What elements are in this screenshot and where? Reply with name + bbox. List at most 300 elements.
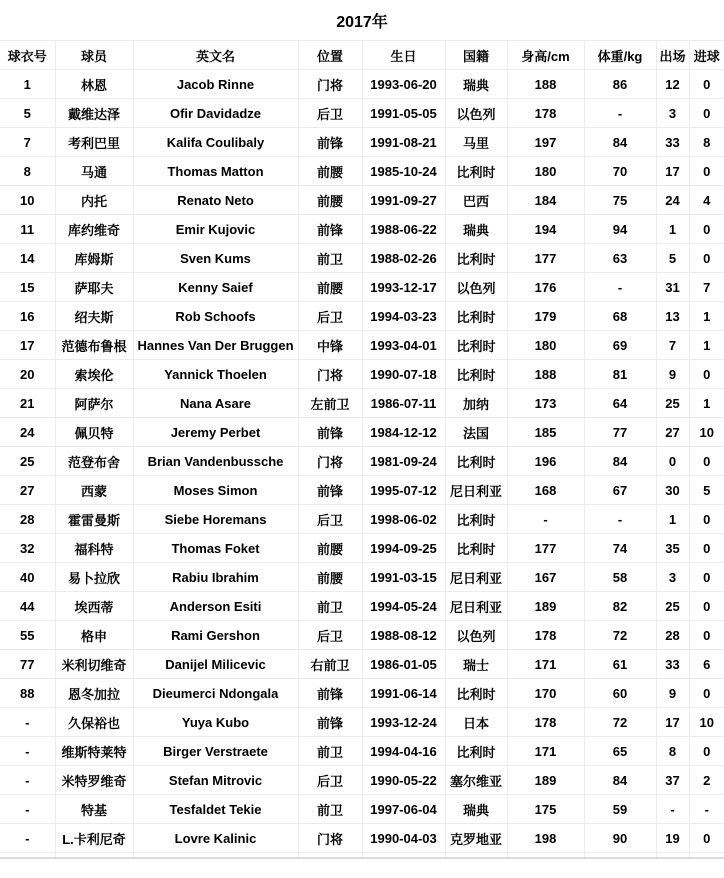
cell-jersey: 25	[0, 447, 55, 476]
cell-nationality: 法国	[445, 418, 507, 447]
cell-player-en: Ofir Davidadze	[133, 99, 298, 128]
table-row	[0, 128, 724, 157]
cell-position: 门将	[298, 447, 362, 476]
cell-height: 170	[507, 679, 584, 708]
table-row	[0, 650, 724, 679]
cell-nationality: 比利时	[445, 505, 507, 534]
table-row	[0, 418, 724, 447]
cell-player-en: Dieumerci Ndongala	[133, 679, 298, 708]
cell-player-en: Emir Kujovic	[133, 215, 298, 244]
cell-height: 180	[507, 331, 584, 360]
cell-goals: 0	[689, 447, 724, 476]
cell-player-en: Renato Neto	[133, 186, 298, 215]
cell-position: 前腰	[298, 273, 362, 302]
cell-weight: 82	[584, 592, 656, 621]
header-cell-nationality: 国籍	[445, 41, 507, 70]
cell-player-en: Yuya Kubo	[133, 708, 298, 737]
cell-goals: 0	[689, 244, 724, 273]
cell-position: 门将	[298, 360, 362, 389]
empty-cell	[55, 853, 133, 859]
cell-appearances: 37	[656, 766, 689, 795]
cell-birthday: 1986-07-11	[362, 389, 445, 418]
cell-height: 178	[507, 708, 584, 737]
cell-jersey: 21	[0, 389, 55, 418]
cell-jersey: 28	[0, 505, 55, 534]
cell-jersey: 16	[0, 302, 55, 331]
cell-weight: 74	[584, 534, 656, 563]
cell-appearances: 25	[656, 592, 689, 621]
cell-weight: 90	[584, 824, 656, 853]
table-row	[0, 157, 724, 186]
cell-height: 194	[507, 215, 584, 244]
cell-player-cn: 福科特	[55, 534, 133, 563]
cell-appearances: 5	[656, 244, 689, 273]
cell-appearances: 27	[656, 418, 689, 447]
cell-weight: -	[584, 505, 656, 534]
cell-birthday: 1993-12-24	[362, 708, 445, 737]
cell-player-cn: L.卡利尼奇	[55, 824, 133, 853]
cell-appearances: 35	[656, 534, 689, 563]
cell-position: 后卫	[298, 302, 362, 331]
cell-appearances: 24	[656, 186, 689, 215]
cell-player-cn: 库姆斯	[55, 244, 133, 273]
header-cell-weight: 体重/kg	[584, 41, 656, 70]
table-row	[0, 389, 724, 418]
table-header	[0, 41, 724, 70]
cell-height: 180	[507, 157, 584, 186]
cell-appearances: 1	[656, 505, 689, 534]
cell-appearances: 33	[656, 128, 689, 157]
cell-birthday: 1998-06-02	[362, 505, 445, 534]
cell-nationality: 瑞典	[445, 70, 507, 99]
cell-appearances: 8	[656, 737, 689, 766]
cell-player-en: Rami Gershon	[133, 621, 298, 650]
cell-birthday: 1988-02-26	[362, 244, 445, 273]
cell-birthday: 1985-10-24	[362, 157, 445, 186]
cell-jersey: 27	[0, 476, 55, 505]
cell-nationality: 以色列	[445, 99, 507, 128]
empty-cell	[689, 853, 724, 859]
cell-jersey: -	[0, 795, 55, 824]
table-row	[0, 360, 724, 389]
cell-height: 177	[507, 244, 584, 273]
header-cell-birthday: 生日	[362, 41, 445, 70]
cell-nationality: 瑞典	[445, 215, 507, 244]
cell-nationality: 比利时	[445, 534, 507, 563]
table-row	[0, 215, 724, 244]
cell-birthday: 1990-04-03	[362, 824, 445, 853]
cell-player-en: Rabiu Ibrahim	[133, 563, 298, 592]
empty-cell	[298, 853, 362, 859]
cell-birthday: 1991-03-15	[362, 563, 445, 592]
cell-weight: 84	[584, 128, 656, 157]
cell-nationality: 巴西	[445, 186, 507, 215]
header-cell-height: 身高/cm	[507, 41, 584, 70]
cell-appearances: 1	[656, 215, 689, 244]
header-cell-player-cn: 球员	[55, 41, 133, 70]
cell-player-en: Thomas Foket	[133, 534, 298, 563]
cell-appearances: 19	[656, 824, 689, 853]
cell-player-cn: 范德布鲁根	[55, 331, 133, 360]
cell-goals: 0	[689, 824, 724, 853]
cell-nationality: 尼日利亚	[445, 592, 507, 621]
table-row	[0, 824, 724, 853]
cell-jersey: 20	[0, 360, 55, 389]
cell-goals: 0	[689, 737, 724, 766]
cell-player-en: Stefan Mitrovic	[133, 766, 298, 795]
header-cell-goals: 进球	[689, 41, 724, 70]
cell-height: 189	[507, 766, 584, 795]
cell-position: 前锋	[298, 128, 362, 157]
cell-height: -	[507, 505, 584, 534]
cell-weight: 58	[584, 563, 656, 592]
cell-birthday: 1994-04-16	[362, 737, 445, 766]
empty-cell	[445, 853, 507, 859]
cell-jersey: 55	[0, 621, 55, 650]
cell-player-en: Thomas Matton	[133, 157, 298, 186]
cell-player-cn: 索埃伦	[55, 360, 133, 389]
cell-birthday: 1993-04-01	[362, 331, 445, 360]
cell-position: 前腰	[298, 157, 362, 186]
cell-birthday: 1988-08-12	[362, 621, 445, 650]
cell-nationality: 比利时	[445, 737, 507, 766]
table-row	[0, 505, 724, 534]
cell-weight: 63	[584, 244, 656, 273]
table-row	[0, 737, 724, 766]
cell-height: 168	[507, 476, 584, 505]
header-cell-position: 位置	[298, 41, 362, 70]
cell-birthday: 1993-12-17	[362, 273, 445, 302]
cell-jersey: 10	[0, 186, 55, 215]
cell-height: 177	[507, 534, 584, 563]
cell-player-cn: 西蒙	[55, 476, 133, 505]
cell-height: 171	[507, 650, 584, 679]
cell-height: 178	[507, 621, 584, 650]
cell-goals: 0	[689, 157, 724, 186]
cell-nationality: 马里	[445, 128, 507, 157]
cell-position: 后卫	[298, 99, 362, 128]
cell-player-en: Jacob Rinne	[133, 70, 298, 99]
cell-jersey: 32	[0, 534, 55, 563]
cell-appearances: 9	[656, 679, 689, 708]
empty-cell	[0, 853, 55, 859]
cell-position: 前锋	[298, 476, 362, 505]
cell-height: 179	[507, 302, 584, 331]
cell-birthday: 1984-12-12	[362, 418, 445, 447]
cell-weight: 60	[584, 679, 656, 708]
cell-jersey: 14	[0, 244, 55, 273]
cell-birthday: 1986-01-05	[362, 650, 445, 679]
cell-birthday: 1997-06-04	[362, 795, 445, 824]
cell-nationality: 塞尔维亚	[445, 766, 507, 795]
cell-position: 后卫	[298, 766, 362, 795]
cell-birthday: 1990-07-18	[362, 360, 445, 389]
cell-player-cn: 恩冬加拉	[55, 679, 133, 708]
cell-player-en: Kenny Saief	[133, 273, 298, 302]
cell-nationality: 比利时	[445, 360, 507, 389]
cell-player-en: Rob Schoofs	[133, 302, 298, 331]
cell-player-en: Jeremy Perbet	[133, 418, 298, 447]
cell-player-en: Brian Vandenbussche	[133, 447, 298, 476]
cell-position: 前卫	[298, 795, 362, 824]
cell-goals: 0	[689, 70, 724, 99]
cell-appearances: 3	[656, 99, 689, 128]
cell-jersey: 40	[0, 563, 55, 592]
cell-player-cn: 考利巴里	[55, 128, 133, 157]
cell-height: 176	[507, 273, 584, 302]
cell-weight: 64	[584, 389, 656, 418]
cell-weight: 81	[584, 360, 656, 389]
cell-nationality: 比利时	[445, 447, 507, 476]
cell-position: 前锋	[298, 418, 362, 447]
empty-cell	[133, 853, 298, 859]
cell-goals: 0	[689, 592, 724, 621]
cell-height: 188	[507, 360, 584, 389]
cell-appearances: 30	[656, 476, 689, 505]
cell-weight: 65	[584, 737, 656, 766]
table-row	[0, 273, 724, 302]
cell-jersey: 15	[0, 273, 55, 302]
cell-birthday: 1994-09-25	[362, 534, 445, 563]
cell-weight: 94	[584, 215, 656, 244]
cell-nationality: 比利时	[445, 331, 507, 360]
cell-player-en: Danijel Milicevic	[133, 650, 298, 679]
cell-position: 后卫	[298, 621, 362, 650]
cell-player-cn: 绍夫斯	[55, 302, 133, 331]
cell-appearances: 3	[656, 563, 689, 592]
cell-player-cn: 戴维达泽	[55, 99, 133, 128]
cell-jersey: 8	[0, 157, 55, 186]
cell-goals: 0	[689, 360, 724, 389]
cell-position: 门将	[298, 70, 362, 99]
table-row	[0, 331, 724, 360]
cell-position: 前锋	[298, 708, 362, 737]
cell-position: 门将	[298, 824, 362, 853]
table-row	[0, 99, 724, 128]
cell-appearances: 17	[656, 157, 689, 186]
cell-player-cn: 易卜拉欣	[55, 563, 133, 592]
cell-weight: 84	[584, 766, 656, 795]
cell-player-cn: 林恩	[55, 70, 133, 99]
cell-goals: 10	[689, 418, 724, 447]
cell-player-en: Birger Verstraete	[133, 737, 298, 766]
cell-appearances: 12	[656, 70, 689, 99]
table-row	[0, 708, 724, 737]
cell-appearances: 0	[656, 447, 689, 476]
table-row	[0, 447, 724, 476]
cell-position: 左前卫	[298, 389, 362, 418]
cell-position: 右前卫	[298, 650, 362, 679]
cell-birthday: 1994-05-24	[362, 592, 445, 621]
cell-appearances: 17	[656, 708, 689, 737]
cell-appearances: 31	[656, 273, 689, 302]
cell-position: 中锋	[298, 331, 362, 360]
empty-cell	[507, 853, 584, 859]
cell-weight: 68	[584, 302, 656, 331]
cell-position: 前腰	[298, 534, 362, 563]
table-row	[0, 621, 724, 650]
table-row	[0, 244, 724, 273]
cell-birthday: 1993-06-20	[362, 70, 445, 99]
table-row	[0, 302, 724, 331]
cell-appearances: 9	[656, 360, 689, 389]
cell-player-cn: 维斯特莱特	[55, 737, 133, 766]
table-row	[0, 186, 724, 215]
header-cell-jersey: 球衣号	[0, 41, 55, 70]
cell-player-cn: 内托	[55, 186, 133, 215]
cell-goals: 1	[689, 389, 724, 418]
cell-position: 前卫	[298, 592, 362, 621]
cell-player-cn: 特基	[55, 795, 133, 824]
page-title: 2017年	[336, 14, 388, 31]
table-row	[0, 534, 724, 563]
cell-birthday: 1991-06-14	[362, 679, 445, 708]
cell-player-en: Tesfaldet Tekie	[133, 795, 298, 824]
cell-height: 171	[507, 737, 584, 766]
cell-goals: 7	[689, 273, 724, 302]
cell-jersey: 17	[0, 331, 55, 360]
cell-player-en: Hannes Van Der Bruggen	[133, 331, 298, 360]
cell-jersey: 77	[0, 650, 55, 679]
cell-goals: 5	[689, 476, 724, 505]
cell-birthday: 1981-09-24	[362, 447, 445, 476]
cell-goals: 0	[689, 534, 724, 563]
cell-height: 173	[507, 389, 584, 418]
cell-goals: 0	[689, 505, 724, 534]
cell-position: 前锋	[298, 679, 362, 708]
cell-weight: 70	[584, 157, 656, 186]
cell-player-en: Anderson Esiti	[133, 592, 298, 621]
cell-birthday: 1990-05-22	[362, 766, 445, 795]
cell-player-cn: 久保裕也	[55, 708, 133, 737]
cell-player-cn: 萨耶夫	[55, 273, 133, 302]
cell-player-cn: 库约维奇	[55, 215, 133, 244]
cell-goals: 4	[689, 186, 724, 215]
cell-goals: 0	[689, 563, 724, 592]
cell-position: 前锋	[298, 215, 362, 244]
cell-jersey: -	[0, 766, 55, 795]
table-row	[0, 70, 724, 99]
cell-nationality: 尼日利亚	[445, 476, 507, 505]
cell-nationality: 比利时	[445, 302, 507, 331]
cell-goals: 0	[689, 215, 724, 244]
cell-nationality: 日本	[445, 708, 507, 737]
cell-position: 前腰	[298, 563, 362, 592]
cell-nationality: 以色列	[445, 273, 507, 302]
cell-weight: 77	[584, 418, 656, 447]
cell-weight: -	[584, 273, 656, 302]
cell-jersey: -	[0, 737, 55, 766]
cell-weight: 75	[584, 186, 656, 215]
cell-player-cn: 米利切维奇	[55, 650, 133, 679]
cell-birthday: 1995-07-12	[362, 476, 445, 505]
cell-jersey: 1	[0, 70, 55, 99]
cell-position: 后卫	[298, 505, 362, 534]
cell-jersey: 88	[0, 679, 55, 708]
cell-birthday: 1988-06-22	[362, 215, 445, 244]
empty-cell	[656, 853, 689, 859]
cell-appearances: 33	[656, 650, 689, 679]
cell-weight: 59	[584, 795, 656, 824]
empty-cell	[584, 853, 656, 859]
cell-player-cn: 米特罗维奇	[55, 766, 133, 795]
cell-appearances: 28	[656, 621, 689, 650]
cell-goals: 2	[689, 766, 724, 795]
table-row	[0, 766, 724, 795]
cell-appearances: 7	[656, 331, 689, 360]
cell-position: 前腰	[298, 186, 362, 215]
cell-nationality: 比利时	[445, 244, 507, 273]
cell-goals: 0	[689, 679, 724, 708]
cell-appearances: -	[656, 795, 689, 824]
cell-weight: 69	[584, 331, 656, 360]
cell-player-en: Nana Asare	[133, 389, 298, 418]
cell-player-cn: 埃西蒂	[55, 592, 133, 621]
cell-jersey: 7	[0, 128, 55, 157]
cell-nationality: 以色列	[445, 621, 507, 650]
cell-height: 198	[507, 824, 584, 853]
cell-birthday: 1991-08-21	[362, 128, 445, 157]
table-row	[0, 476, 724, 505]
cell-weight: -	[584, 99, 656, 128]
cell-birthday: 1994-03-23	[362, 302, 445, 331]
cell-goals: -	[689, 795, 724, 824]
cell-nationality: 瑞典	[445, 795, 507, 824]
cell-nationality: 克罗地亚	[445, 824, 507, 853]
header-cell-player-en: 英文名	[133, 41, 298, 70]
cell-goals: 1	[689, 331, 724, 360]
cell-player-cn: 马通	[55, 157, 133, 186]
table-body	[0, 70, 724, 859]
cell-weight: 72	[584, 621, 656, 650]
cell-weight: 67	[584, 476, 656, 505]
cell-player-en: Siebe Horemans	[133, 505, 298, 534]
cell-goals: 0	[689, 621, 724, 650]
cell-weight: 72	[584, 708, 656, 737]
table-row	[0, 679, 724, 708]
empty-filler-row	[0, 853, 724, 859]
cell-jersey: 24	[0, 418, 55, 447]
cell-jersey: 44	[0, 592, 55, 621]
cell-nationality: 比利时	[445, 157, 507, 186]
cell-appearances: 13	[656, 302, 689, 331]
cell-height: 197	[507, 128, 584, 157]
cell-jersey: 5	[0, 99, 55, 128]
cell-nationality: 瑞士	[445, 650, 507, 679]
cell-weight: 61	[584, 650, 656, 679]
cell-nationality: 比利时	[445, 679, 507, 708]
cell-weight: 86	[584, 70, 656, 99]
cell-position: 前卫	[298, 244, 362, 273]
players-table	[0, 40, 724, 859]
empty-cell	[362, 853, 445, 859]
table-row	[0, 795, 724, 824]
cell-player-cn: 佩贝特	[55, 418, 133, 447]
cell-player-en: Sven Kums	[133, 244, 298, 273]
cell-height: 188	[507, 70, 584, 99]
cell-player-en: Kalifa Coulibaly	[133, 128, 298, 157]
table-row	[0, 563, 724, 592]
cell-player-cn: 格申	[55, 621, 133, 650]
cell-player-cn: 霍雷曼斯	[55, 505, 133, 534]
cell-height: 196	[507, 447, 584, 476]
cell-weight: 84	[584, 447, 656, 476]
cell-goals: 6	[689, 650, 724, 679]
cell-player-en: Yannick Thoelen	[133, 360, 298, 389]
cell-birthday: 1991-09-27	[362, 186, 445, 215]
cell-height: 178	[507, 99, 584, 128]
cell-height: 184	[507, 186, 584, 215]
